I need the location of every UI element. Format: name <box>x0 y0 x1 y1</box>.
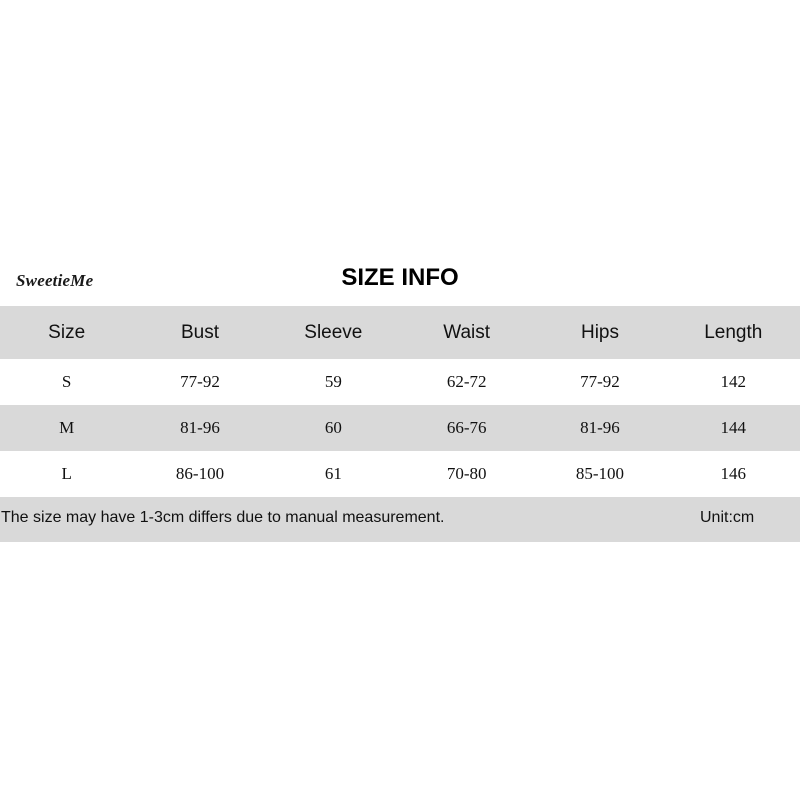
cell-hips: 85-100 <box>575 464 625 483</box>
cell-length: 144 <box>720 418 747 437</box>
header-hips: Hips <box>580 321 619 343</box>
cell-length: 142 <box>720 372 747 391</box>
cell-waist: 62-72 <box>446 372 487 391</box>
footer-bar <box>0 497 800 542</box>
cell-hips: 81-96 <box>580 418 620 437</box>
table-row <box>0 359 800 405</box>
header-length: Length <box>704 321 763 343</box>
brand-logo: SweetieMe <box>16 271 94 290</box>
cell-waist: 70-80 <box>446 464 487 483</box>
cell-bust: 86-100 <box>175 464 225 483</box>
cell-sleeve: 61 <box>324 464 342 483</box>
header-size: Size <box>48 321 86 343</box>
cell-size: S <box>61 372 72 391</box>
cell-sleeve: 59 <box>324 372 342 391</box>
unit-label: Unit:cm <box>700 509 755 526</box>
cell-size: L <box>61 464 72 483</box>
cell-hips: 77-92 <box>580 372 620 391</box>
size-table <box>0 306 800 497</box>
table-row <box>0 451 800 497</box>
cell-waist: 66-76 <box>446 418 487 437</box>
header-sleeve: Sleeve <box>304 321 363 343</box>
measurement-note: The size may have 1-3cm differs due to manual measurement. <box>1 509 445 526</box>
page-title: SIZE INFO <box>341 264 459 291</box>
cell-bust: 81-96 <box>180 418 220 437</box>
header-waist: Waist <box>443 321 491 343</box>
cell-size: M <box>59 418 75 437</box>
cell-length: 146 <box>720 464 747 483</box>
cell-bust: 77-92 <box>180 372 220 391</box>
table-header-row <box>0 306 800 359</box>
table-row <box>0 405 800 451</box>
cell-sleeve: 60 <box>324 418 342 437</box>
header-bust: Bust <box>180 321 219 343</box>
